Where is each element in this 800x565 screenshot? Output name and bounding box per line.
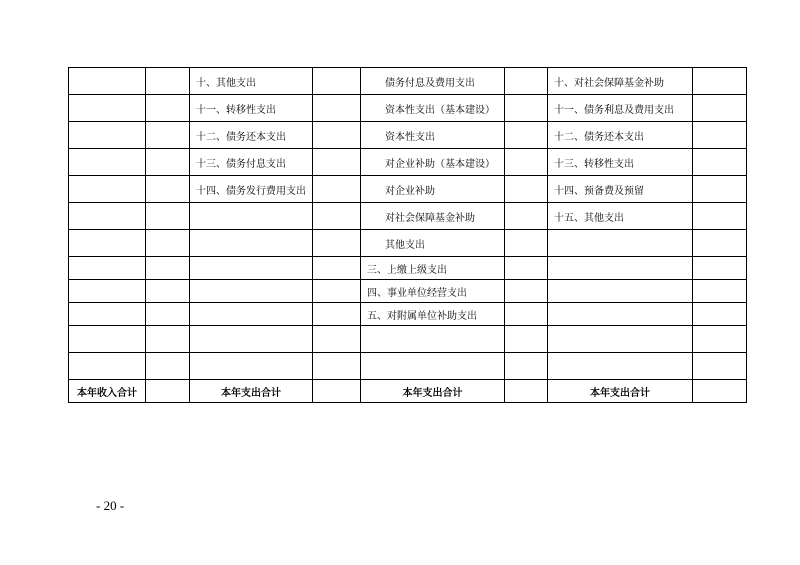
table-cell-col3: 十、其他支出 [190,68,313,95]
table-cell-col8 [693,257,747,280]
table-row [69,303,747,326]
table-cell-col7: 十、对社会保障基金补助 [548,68,693,95]
table-cell-col1 [69,230,146,257]
table-cell-col8 [693,280,747,303]
table-cell-col2 [146,353,190,380]
table-cell-col8 [693,95,747,122]
table-cell-col4 [313,280,361,303]
table-cell-col3 [190,353,313,380]
table-cell-col7: 十一、债务利息及费用支出 [548,95,693,122]
totals-row [69,380,747,403]
expenditure-total-label-3: 本年支出合计 [548,380,693,403]
expenditure-total-value-2 [505,380,548,403]
table-cell-col3 [190,303,313,326]
table-cell-col4 [313,257,361,280]
table-row [69,176,747,203]
table-cell-col2 [146,149,190,176]
table-cell-col6 [505,230,548,257]
table-cell-col8 [693,68,747,95]
table-cell-col2 [146,257,190,280]
table-cell-col3: 十四、债务发行费用支出 [190,176,313,203]
table-cell-col3 [190,257,313,280]
table-row [69,280,747,303]
table-cell-col6 [505,257,548,280]
table-cell-col7 [548,353,693,380]
table-cell-col2 [146,230,190,257]
table-cell-col4 [313,122,361,149]
table-cell-col2 [146,68,190,95]
table-cell-col4 [313,326,361,353]
table-row [69,149,747,176]
table-cell-col4 [313,353,361,380]
table-cell-col6 [505,203,548,230]
table-row [69,203,747,230]
table-cell-col8 [693,303,747,326]
table-cell-col3: 十一、转移性支出 [190,95,313,122]
table-cell-col8 [693,122,747,149]
table-row [69,353,747,380]
table-cell-col4 [313,176,361,203]
table-cell-col5: 对企业补助 [361,176,505,203]
table-cell-col2 [146,122,190,149]
income-total-value [146,380,190,403]
table-cell-col6 [505,122,548,149]
table-cell-col1 [69,122,146,149]
table-cell-col4 [313,203,361,230]
table-cell-col5: 对社会保障基金补助 [361,203,505,230]
income-total-label: 本年收入合计 [69,380,146,403]
table-cell-col4 [313,95,361,122]
table-cell-col7: 十四、预备费及预留 [548,176,693,203]
table-cell-col1 [69,149,146,176]
table-cell-col7 [548,303,693,326]
table-cell-col1 [69,257,146,280]
table-cell-col5: 三、上缴上级支出 [361,257,505,280]
table-cell-col6 [505,95,548,122]
table-cell-col5 [361,353,505,380]
table-cell-col8 [693,353,747,380]
table-cell-col5: 五、对附属单位补助支出 [361,303,505,326]
table-cell-col2 [146,203,190,230]
table-row [69,95,747,122]
table-cell-col6 [505,149,548,176]
table-cell-col6 [505,280,548,303]
table-cell-col5: 资本性支出（基本建设） [361,95,505,122]
table-cell-col2 [146,176,190,203]
table-cell-col1 [69,280,146,303]
table-cell-col1 [69,326,146,353]
table-cell-col2 [146,280,190,303]
expenditure-total-label-2: 本年支出合计 [361,380,505,403]
table-cell-col7 [548,280,693,303]
table-row [69,326,747,353]
table-cell-col1 [69,303,146,326]
table-cell-col1 [69,68,146,95]
table-cell-col5: 四、事业单位经营支出 [361,280,505,303]
table-cell-col8 [693,326,747,353]
table-cell-col2 [146,95,190,122]
table-cell-col1 [69,353,146,380]
table-cell-col7: 十五、其他支出 [548,203,693,230]
table-cell-col4 [313,68,361,95]
table-cell-col1 [69,176,146,203]
table-cell-col6 [505,326,548,353]
table-cell-col2 [146,326,190,353]
table-cell-col7 [548,230,693,257]
table-cell-col5: 资本性支出 [361,122,505,149]
page-number: - 20 - [96,498,125,513]
table-cell-col3 [190,280,313,303]
table-cell-col8 [693,203,747,230]
table-cell-col3 [190,230,313,257]
table-cell-col8 [693,176,747,203]
table-cell-col6 [505,68,548,95]
budget-table [68,67,747,403]
expenditure-total-value-3 [693,380,747,403]
table-cell-col4 [313,230,361,257]
table-cell-col6 [505,176,548,203]
table-cell-col7 [548,257,693,280]
table-cell-col5: 其他支出 [361,230,505,257]
table-cell-col7 [548,326,693,353]
table-cell-col3: 十二、债务还本支出 [190,122,313,149]
table-cell-col8 [693,230,747,257]
table-cell-col4 [313,149,361,176]
table-cell-col5: 对企业补助（基本建设） [361,149,505,176]
table-cell-col6 [505,353,548,380]
table-cell-col3 [190,203,313,230]
table-row [69,122,747,149]
table-row [69,230,747,257]
table-cell-col6 [505,303,548,326]
table-cell-col3 [190,326,313,353]
expenditure-total-value-1 [313,380,361,403]
table-cell-col2 [146,303,190,326]
table-cell-col7: 十二、债务还本支出 [548,122,693,149]
table-cell-col5 [361,326,505,353]
table-cell-col5: 债务付息及费用支出 [361,68,505,95]
table-cell-col8 [693,149,747,176]
table-cell-col1 [69,95,146,122]
table-cell-col4 [313,303,361,326]
table-cell-col1 [69,203,146,230]
table-cell-col3: 十三、债务付息支出 [190,149,313,176]
table-cell-col7: 十三、转移性支出 [548,149,693,176]
table-row [69,68,747,95]
table-row [69,257,747,280]
expenditure-total-label-1: 本年支出合计 [190,380,313,403]
